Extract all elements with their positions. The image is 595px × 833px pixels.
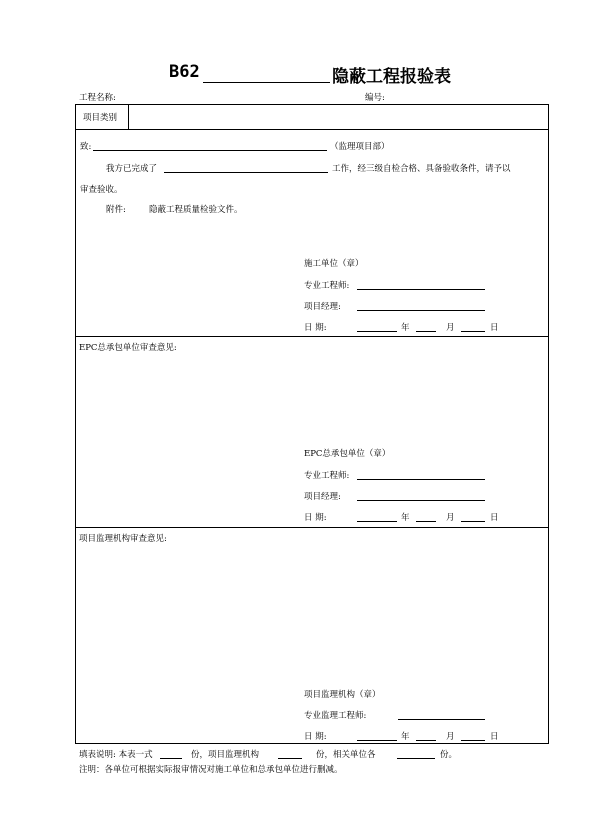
contractor-year-line[interactable] xyxy=(357,331,397,332)
epc-day-label: 日 xyxy=(490,513,499,523)
supervision-engineer-line[interactable] xyxy=(398,719,485,720)
supervision-year-label: 年 xyxy=(401,732,410,742)
epc-month-line[interactable] xyxy=(416,521,436,522)
fill-note-copies-line[interactable] xyxy=(160,758,182,759)
epc-date-label: 日 期: xyxy=(304,513,327,523)
contractor-unit-label: 施工单位（章） xyxy=(304,259,364,269)
contractor-year-label: 年 xyxy=(401,323,410,333)
attachment-text: 隐蔽工程质量检验文件。 xyxy=(149,205,243,215)
supervision-day-label: 日 xyxy=(490,732,499,742)
fill-note-prefix: 填表说明: 本表一式 xyxy=(79,750,153,760)
number-label: 编号: xyxy=(365,93,385,103)
contractor-date-label: 日 期: xyxy=(304,323,327,333)
epc-engineer-line[interactable] xyxy=(357,479,485,480)
epc-year-label: 年 xyxy=(401,513,410,523)
to-recipient-line[interactable] xyxy=(93,150,327,151)
epc-opinion-field[interactable] xyxy=(80,356,545,436)
epc-section-bottom-border xyxy=(75,527,549,528)
footer-note: 注明：各单位可根据实际报审情况对施工单位和总承包单位进行删减。 xyxy=(79,765,343,775)
contractor-day-label: 日 xyxy=(490,323,499,333)
epc-opinion-label: EPC总承包单位审查意见: xyxy=(79,343,177,353)
epc-engineer-label: 专业工程师: xyxy=(304,471,350,481)
completed-work-line[interactable] xyxy=(164,172,328,173)
fill-note-end: 份。 xyxy=(440,750,458,760)
supervision-month-line[interactable] xyxy=(416,740,436,741)
attachment-label: 附件: xyxy=(106,205,126,215)
supervision-month-label: 月 xyxy=(446,732,455,742)
fill-note-related-copies-line[interactable] xyxy=(397,758,435,759)
to-suffix: （监理项目部） xyxy=(330,142,390,152)
fill-note-supervision-copies-line[interactable] xyxy=(278,758,302,759)
contractor-manager-line[interactable] xyxy=(357,310,485,311)
supervision-year-line[interactable] xyxy=(357,740,397,741)
epc-day-line[interactable] xyxy=(461,521,485,522)
supervision-engineer-label: 专业监理工程师: xyxy=(304,711,367,721)
supervision-unit-label: 项目监理机构（章） xyxy=(304,690,381,700)
supervision-opinion-field[interactable] xyxy=(80,547,545,677)
epc-month-label: 月 xyxy=(446,513,455,523)
completed-suffix: 工作，经三级自检合格、具备验收条件，请予以 xyxy=(332,164,511,174)
request-line: 审查验收。 xyxy=(80,185,123,195)
epc-year-line[interactable] xyxy=(357,521,397,522)
contractor-section-bottom-border xyxy=(75,336,549,337)
contractor-manager-label: 项目经理: xyxy=(304,302,341,312)
title-blank-line[interactable] xyxy=(203,82,330,83)
completed-prefix: 我方已完成了 xyxy=(106,164,158,174)
fill-note-mid2: 份，相关单位各 xyxy=(316,750,376,760)
epc-unit-label: EPC总承包单位（章） xyxy=(304,449,391,459)
category-row-bottom-border xyxy=(75,129,549,130)
contractor-day-line[interactable] xyxy=(461,331,485,332)
supervision-opinion-label: 项目监理机构审查意见: xyxy=(79,534,167,544)
to-label: 致: xyxy=(80,142,92,152)
contractor-month-label: 月 xyxy=(446,323,455,333)
contractor-month-line[interactable] xyxy=(416,331,436,332)
contractor-engineer-label: 专业工程师: xyxy=(304,281,350,291)
project-name-label: 工程名称: xyxy=(79,93,116,103)
fill-note-mid1: 份，项目监理机构 xyxy=(191,750,260,760)
page-title: 隐蔽工程报验表 xyxy=(332,67,451,87)
category-label: 项目类别 xyxy=(83,113,118,123)
epc-manager-label: 项目经理: xyxy=(304,492,341,502)
supervision-day-line[interactable] xyxy=(461,740,485,741)
category-divider xyxy=(128,104,129,129)
supervision-date-label: 日 期: xyxy=(304,732,327,742)
form-code: B62 xyxy=(169,62,200,82)
category-value-field[interactable] xyxy=(130,106,547,127)
epc-manager-line[interactable] xyxy=(357,500,485,501)
contractor-engineer-line[interactable] xyxy=(357,289,485,290)
